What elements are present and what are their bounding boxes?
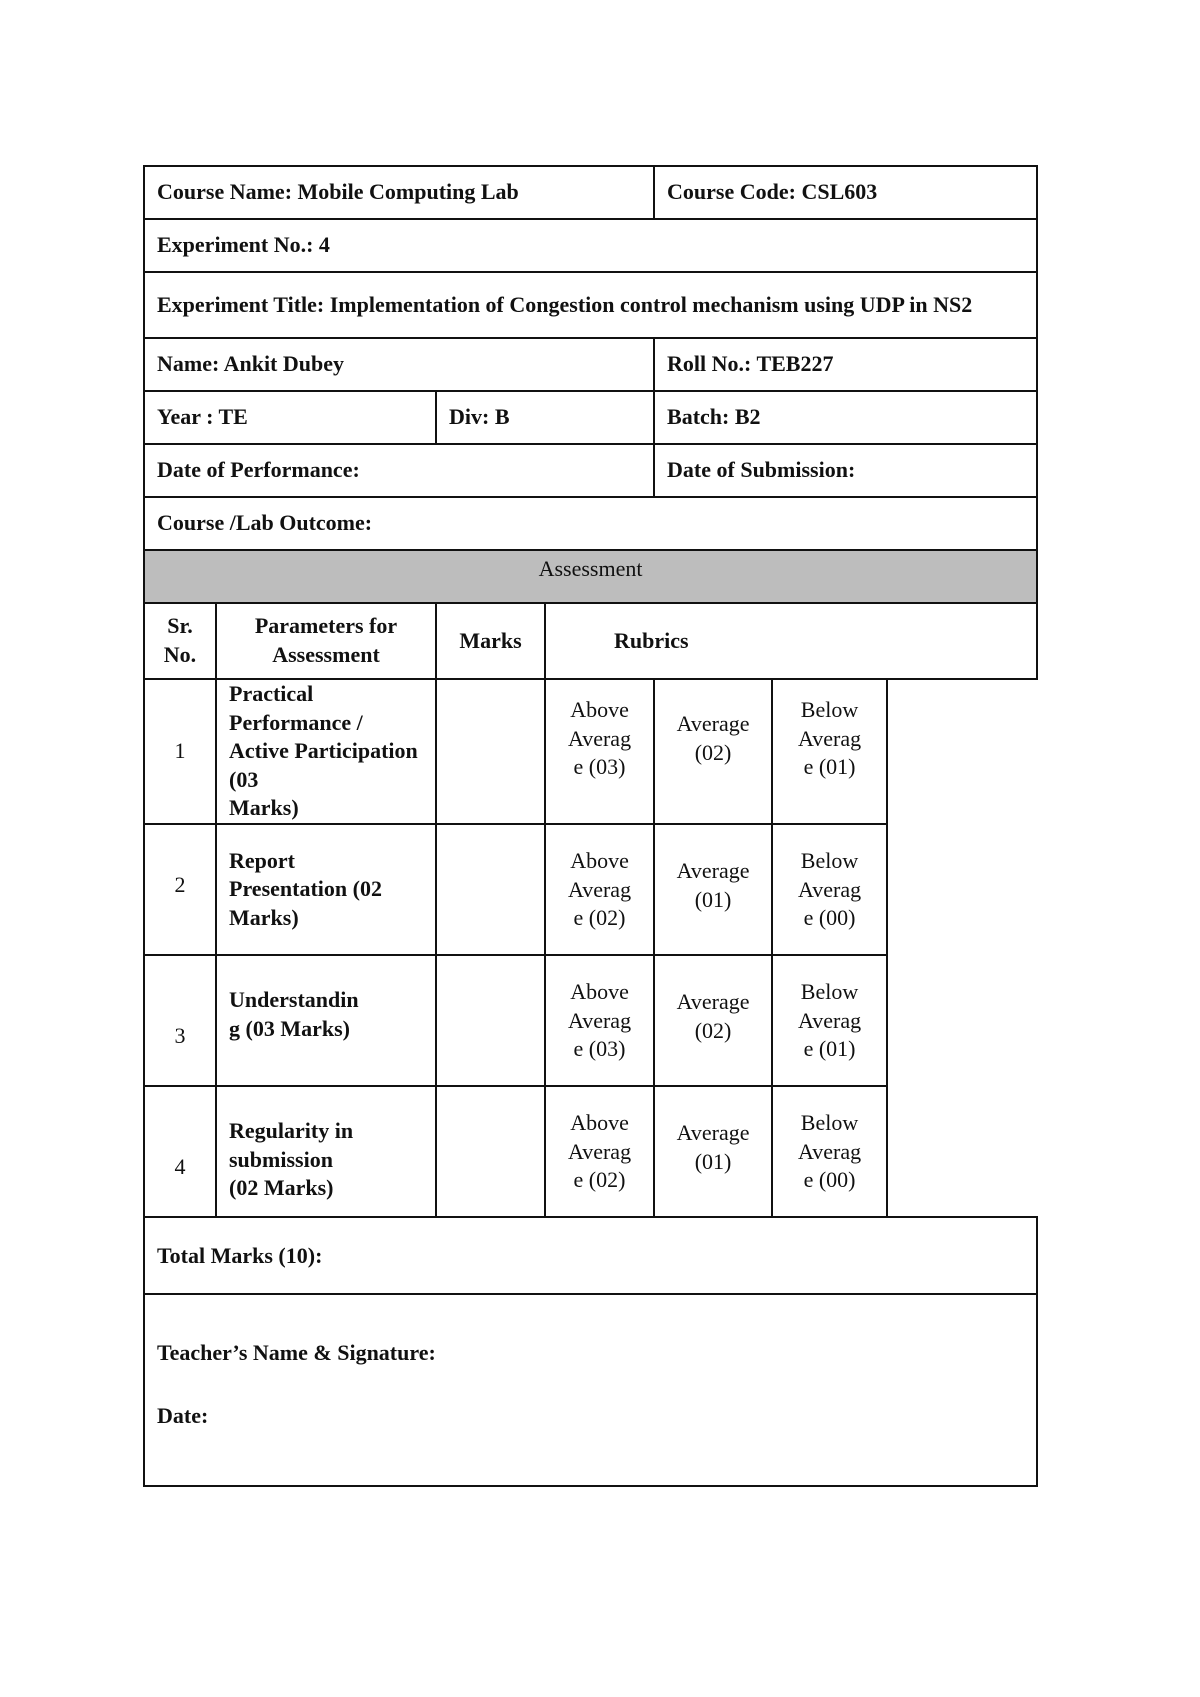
- rubric-line: Below: [800, 1109, 859, 1135]
- rubric-line: Averag: [567, 725, 632, 751]
- rubric-line: e (01): [803, 754, 856, 780]
- row-marks: [436, 824, 545, 955]
- assessment-row: [144, 679, 1037, 824]
- rubric-line: e (00): [803, 1167, 856, 1193]
- rubric-line: e (01): [803, 1036, 856, 1062]
- rubric-line: (01): [694, 1148, 732, 1174]
- rubric-line: Below: [800, 847, 859, 873]
- rubric-line: Average: [676, 988, 750, 1014]
- row-parameter-line: Report: [229, 847, 295, 873]
- roll-no: Roll No.: TEB227: [654, 338, 1037, 391]
- outcome-row: [144, 497, 1037, 550]
- rubric-line: Above: [570, 978, 629, 1004]
- experiment-no-row: [144, 219, 1037, 272]
- teacher-name-signature: Teacher’s Name & Signature:: [157, 1339, 436, 1365]
- total-marks: Total Marks (10):: [144, 1217, 1037, 1294]
- rubric-line: Below: [800, 697, 859, 722]
- rubric-line: e (03): [573, 1036, 626, 1062]
- row-marks: [436, 955, 545, 1086]
- row-parameter-line: Understandin: [229, 986, 359, 1012]
- year: Year : TE: [144, 391, 436, 444]
- rubric-line: e (03): [573, 754, 626, 780]
- rubric-line: Averag: [797, 725, 862, 751]
- rubric-above-average: [545, 679, 654, 824]
- batch: Batch: B2: [654, 391, 1037, 444]
- rubric-below-average: [772, 955, 887, 1086]
- rubric-line: Below: [800, 978, 859, 1004]
- date-of-submission: Date of Submission:: [654, 444, 1037, 497]
- year-div-batch-row: [144, 391, 1037, 444]
- sr-no-header-line2: No.: [163, 642, 197, 667]
- assessment-title-row: [144, 550, 1037, 603]
- rubric-line: (01): [694, 886, 732, 912]
- row-parameter: [216, 955, 436, 1086]
- row-parameter-line: Marks): [229, 795, 299, 821]
- assessment-title: Assessment: [144, 550, 1037, 603]
- experiment-title-row: [144, 272, 1037, 338]
- rubric-average: [654, 824, 772, 955]
- rubric-line: Above: [570, 1109, 629, 1135]
- rubric-line: Averag: [567, 876, 632, 902]
- rubric-line: Above: [570, 847, 629, 873]
- dates-row: [144, 444, 1037, 497]
- rubric-line: Averag: [797, 1007, 862, 1033]
- row-sr-no: 1: [144, 679, 216, 824]
- assessment-header-row: [144, 603, 1037, 679]
- row-parameter-line: Regularity in submission: [229, 1117, 354, 1172]
- row-parameter-line: Practical Performance /: [229, 681, 363, 735]
- date-of-performance: Date of Performance:: [144, 444, 654, 497]
- sr-no-header-line1: Sr.: [167, 613, 193, 639]
- rubric-above-average: [545, 955, 654, 1086]
- assessment-row: [144, 824, 1037, 955]
- row-parameter: [216, 824, 436, 955]
- rubric-line: Average: [676, 1119, 750, 1145]
- rubric-average: [654, 1086, 772, 1217]
- row-sr-no: 2: [144, 824, 216, 955]
- rubric-average: [654, 955, 772, 1086]
- rubric-below-average: [772, 824, 887, 955]
- signature-row: [144, 1294, 1037, 1486]
- division: Div: B: [436, 391, 654, 444]
- row-parameter-line: Active Participation (03: [229, 738, 418, 792]
- rubric-line: (02): [694, 1017, 732, 1043]
- rubric-line: Averag: [567, 1007, 632, 1033]
- signature-date: Date:: [157, 1402, 209, 1428]
- rubric-line: e (00): [803, 905, 856, 931]
- sr-no-header: [144, 603, 216, 679]
- rubric-line: Average: [676, 711, 750, 736]
- course-row: [144, 166, 1037, 219]
- row-parameter-line: Presentation (02: [229, 876, 382, 902]
- row-sr-no: 4: [144, 1086, 216, 1217]
- row-sr-no: 3: [144, 955, 216, 1086]
- row-parameter-line: Marks): [229, 904, 299, 930]
- rubric-below-average: [772, 1086, 887, 1217]
- course-name: Course Name: Mobile Computing Lab: [144, 166, 654, 219]
- assessment-row: [144, 1086, 1037, 1217]
- rubric-above-average: [545, 1086, 654, 1217]
- rubric-average: [654, 679, 772, 824]
- parameters-header: Parameters for Assessment: [216, 603, 436, 679]
- experiment-title: Experiment Title: Implementation of Congestion control mechanism using UDP in NS2: [144, 272, 1037, 338]
- row-parameter: [216, 679, 436, 824]
- course-code: Course Code: CSL603: [654, 166, 1037, 219]
- total-marks-row: [144, 1217, 1037, 1294]
- rubric-line: Above: [570, 697, 629, 722]
- rubric-line: Average: [676, 857, 750, 883]
- row-marks: [436, 1086, 545, 1217]
- assessment-form-table: [143, 165, 1038, 1487]
- rubric-line: (02): [694, 739, 732, 765]
- student-row: [144, 338, 1037, 391]
- rubric-line: Averag: [567, 1138, 632, 1164]
- row-parameter-line: g (03 Marks): [229, 1015, 350, 1041]
- row-parameter-line: (02 Marks): [229, 1175, 334, 1201]
- rubric-above-average: [545, 824, 654, 955]
- rubric-line: e (02): [573, 1167, 626, 1193]
- row-parameter: [216, 1086, 436, 1217]
- course-lab-outcome: Course /Lab Outcome:: [144, 497, 1037, 550]
- rubric-line: e (02): [573, 905, 626, 931]
- student-name: Name: Ankit Dubey: [144, 338, 654, 391]
- row-marks: [436, 679, 545, 824]
- rubrics-header: Rubrics: [545, 603, 1037, 679]
- rubric-below-average: [772, 679, 887, 824]
- experiment-no: Experiment No.: 4: [144, 219, 1037, 272]
- signature-section: [144, 1294, 1037, 1486]
- rubric-line: Averag: [797, 876, 862, 902]
- marks-header: Marks: [436, 603, 545, 679]
- rubric-line: Averag: [797, 1138, 862, 1164]
- assessment-row: [144, 955, 1037, 1086]
